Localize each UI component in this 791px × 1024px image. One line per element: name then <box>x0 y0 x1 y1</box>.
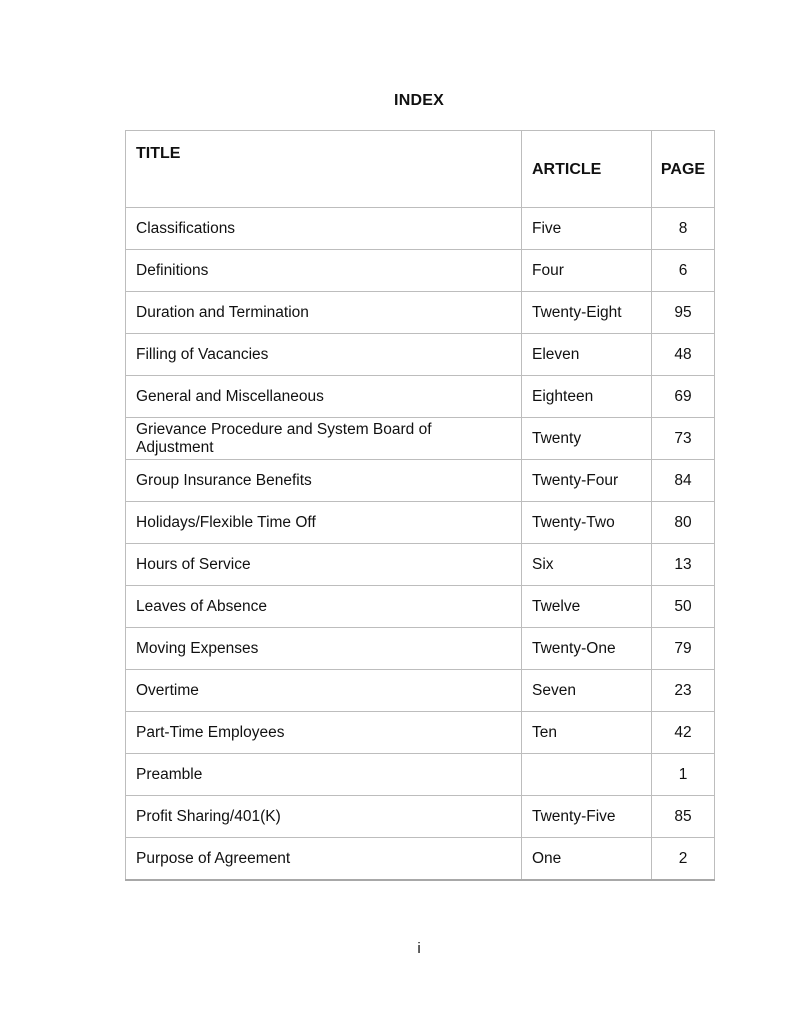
row-title: Grievance Procedure and System Board of Adjustment <box>126 418 522 460</box>
table-row <box>126 334 715 376</box>
row-page: 79 <box>652 628 715 670</box>
row-page: 1 <box>652 754 715 796</box>
row-page: 13 <box>652 544 715 586</box>
table-row <box>126 670 715 712</box>
row-title: Holidays/Flexible Time Off <box>126 502 522 544</box>
row-title: Hours of Service <box>126 544 522 586</box>
row-title: Definitions <box>126 250 522 292</box>
row-page: 8 <box>652 208 715 250</box>
row-title: Profit Sharing/401(K) <box>126 796 522 838</box>
row-article: Eleven <box>522 334 652 376</box>
row-page: 23 <box>652 670 715 712</box>
row-article: Six <box>522 544 652 586</box>
header-row <box>126 131 715 208</box>
table-row <box>126 208 715 250</box>
row-title: General and Miscellaneous <box>126 376 522 418</box>
row-article: Twenty-Eight <box>522 292 652 334</box>
column-header-page: PAGE <box>652 131 715 208</box>
index-table <box>125 130 715 881</box>
row-page: 69 <box>652 376 715 418</box>
table-row <box>126 502 715 544</box>
table-row <box>126 712 715 754</box>
row-article: Twenty-Four <box>522 460 652 502</box>
table-row <box>126 418 715 460</box>
row-article: Five <box>522 208 652 250</box>
row-title: Purpose of Agreement <box>126 838 522 881</box>
row-article: Eighteen <box>522 376 652 418</box>
row-page: 84 <box>652 460 715 502</box>
row-page: 6 <box>652 250 715 292</box>
table-header <box>126 131 715 208</box>
row-article: Twelve <box>522 586 652 628</box>
row-page: 80 <box>652 502 715 544</box>
row-page: 50 <box>652 586 715 628</box>
table-row <box>126 292 715 334</box>
row-title: Overtime <box>126 670 522 712</box>
table-row <box>126 376 715 418</box>
row-article: Four <box>522 250 652 292</box>
row-title: Leaves of Absence <box>126 586 522 628</box>
row-title: Preamble <box>126 754 522 796</box>
row-article: Twenty-Two <box>522 502 652 544</box>
table-row <box>126 460 715 502</box>
row-page: 42 <box>652 712 715 754</box>
row-page: 95 <box>652 292 715 334</box>
row-page: 2 <box>652 838 715 881</box>
row-article: Twenty <box>522 418 652 460</box>
table-row <box>126 628 715 670</box>
row-title: Classifications <box>126 208 522 250</box>
table-row <box>126 796 715 838</box>
row-article: Seven <box>522 670 652 712</box>
table-row <box>126 250 715 292</box>
row-article: Twenty-One <box>522 628 652 670</box>
row-page: 73 <box>652 418 715 460</box>
table-row <box>126 838 715 881</box>
table-row <box>126 544 715 586</box>
row-article: One <box>522 838 652 881</box>
row-article: Ten <box>522 712 652 754</box>
column-header-title: TITLE <box>126 131 522 208</box>
row-title: Part-Time Employees <box>126 712 522 754</box>
row-title: Group Insurance Benefits <box>126 460 522 502</box>
row-page: 48 <box>652 334 715 376</box>
table-row <box>126 754 715 796</box>
page-title: INDEX <box>394 92 444 109</box>
row-title: Filling of Vacancies <box>126 334 522 376</box>
row-article <box>522 754 652 796</box>
row-page: 85 <box>652 796 715 838</box>
row-title: Moving Expenses <box>126 628 522 670</box>
row-article: Twenty-Five <box>522 796 652 838</box>
table-row <box>126 586 715 628</box>
column-header-article: ARTICLE <box>522 131 652 208</box>
table-body <box>126 208 715 881</box>
row-title: Duration and Termination <box>126 292 522 334</box>
page-number: i <box>417 940 421 957</box>
